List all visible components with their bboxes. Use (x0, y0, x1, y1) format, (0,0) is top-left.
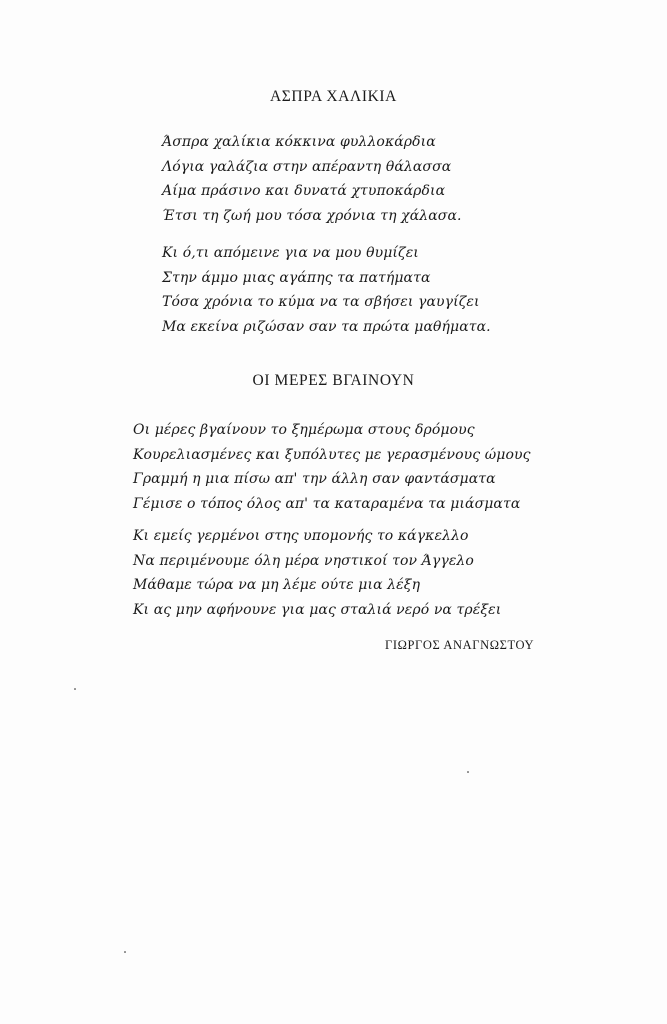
verse-line: Μάθαμε τώρα να μη λέμε ούτε μια λέξη (133, 577, 421, 593)
scan-speck (124, 951, 126, 953)
verse-line: Γέμισε ο τόπος όλος απ' τα καταραμένα τα μιάσματα (133, 495, 521, 512)
verse-line: Κι εμείς γερμένοι στης υπομονής το κάγκελλο (133, 528, 469, 544)
scan-speck (74, 688, 76, 690)
verse-line: Μα εκείνα ριζώσαν σαν τα πρώτα μαθήματα. (162, 318, 491, 335)
author-name: ΓΙΩΡΓΟΣ ΑΝΑΓΝΩΣΤΟΥ (385, 638, 535, 652)
verse-line: Οι μέρες βγαίνουν το ξημέρωμα στους δρόμους (133, 422, 475, 438)
scan-speck (467, 771, 469, 773)
verse-line: Στην άμμο μιας αγάπης τα πατήματα (162, 269, 431, 286)
stanza (162, 130, 462, 228)
verse-line: Κουρελιασμένες και ξυπόλυτες με γερασμένους ώμους (133, 446, 531, 463)
verse-line: Γραμμή η μια πίσω απ' την άλλη σαν φαντάσματα (133, 471, 496, 487)
verse-line: Τόσα χρόνια το κύμα να τα σβήσει γαυγίζει (162, 294, 480, 310)
verse-line: Λόγια γαλάζια στην απέραντη θάλασσα (162, 158, 452, 175)
poem-title: ΑΣΠΡΑ ΧΑΛΙΚΙΑ (270, 88, 397, 105)
verse-line: Κι ό,τι απόμεινε για να μου θυμίζει (162, 245, 419, 261)
stanza (133, 524, 501, 622)
verse-line: Κι ας μην αφήνουνε για μας σταλιά νερό να τρέξει (133, 601, 502, 618)
verse-line: Έτσι τη ζωή μου τόσα χρόνια τη χάλασα. (162, 207, 462, 224)
verse-line: Αίμα πράσινο και δυνατά χτυποκάρδια (162, 183, 446, 199)
stanza (133, 418, 531, 516)
verse-line: Άσπρα χαλίκια κόκκινα φυλλοκάρδια (162, 134, 436, 150)
poem-title: ΟΙ ΜΕΡΕΣ ΒΓΑΙΝΟΥΝ (252, 372, 415, 389)
verse-line: Να περιμένουμε όλη μέρα νηστικοί τον Άγγελο (133, 552, 474, 569)
stanza (162, 241, 491, 339)
